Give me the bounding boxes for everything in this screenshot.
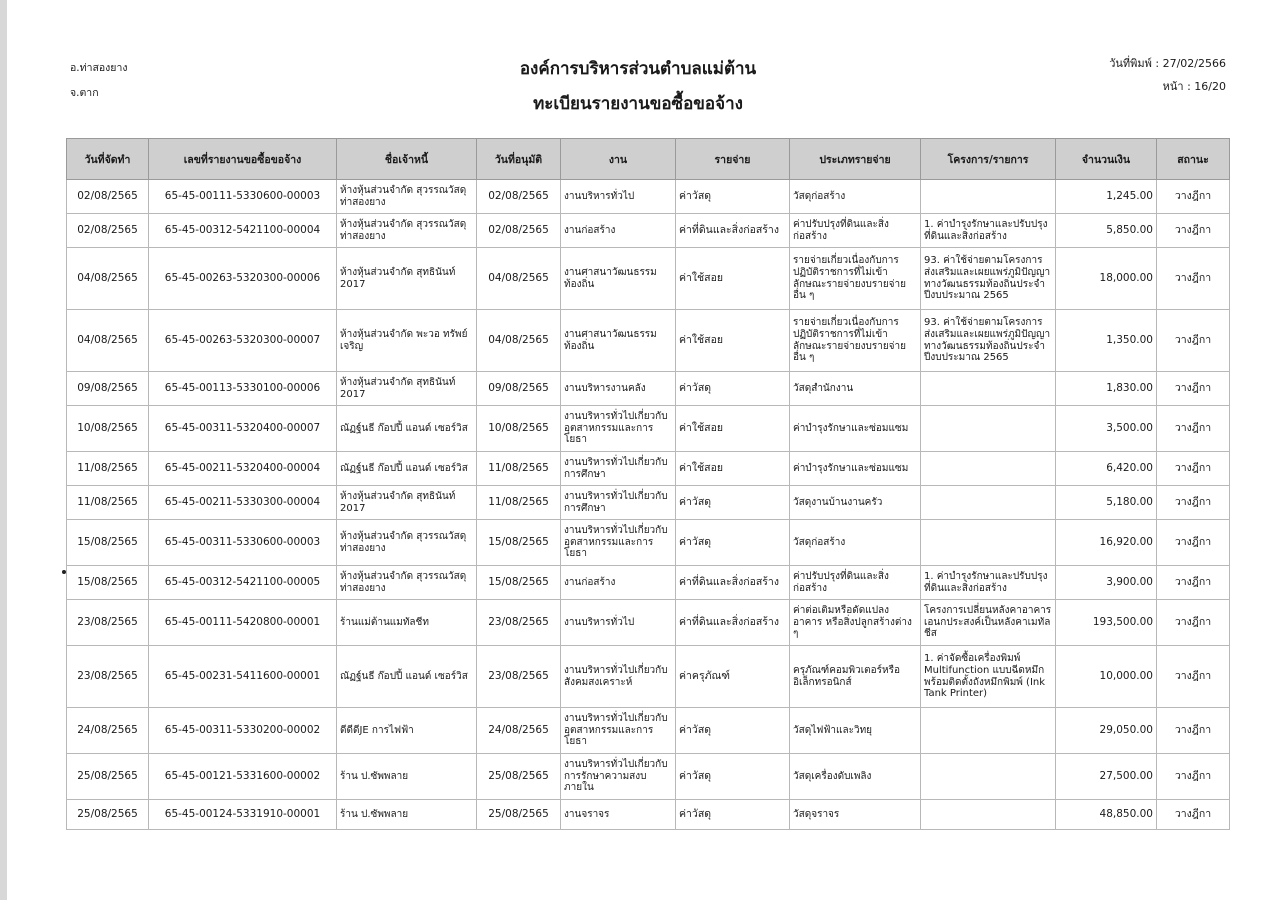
- cell-work: งานศาสนาวัฒนธรรมท้องถิ่น: [561, 248, 676, 310]
- cell-work: งานบริหารทั่วไป: [561, 180, 676, 214]
- cell-type: ครุภัณฑ์คอมพิวเตอร์หรืออิเล็กทรอนิกส์: [790, 646, 921, 708]
- cell-type: วัสดุไฟฟ้าและวิทยุ: [790, 708, 921, 754]
- cell-amount: 10,000.00: [1056, 646, 1157, 708]
- col-header-amount: จำนวนเงิน: [1056, 139, 1157, 180]
- cell-status: วางฎีกา: [1157, 646, 1230, 708]
- cell-type: ค่าบำรุงรักษาและซ่อมแซม: [790, 406, 921, 452]
- table-row: [67, 180, 1230, 214]
- cell-project: [921, 180, 1056, 214]
- cell-expense: ค่าใช้สอย: [676, 248, 790, 310]
- table-row: [67, 600, 1230, 646]
- cell-approved: 15/08/2565: [477, 566, 561, 600]
- procurement-register-table: [66, 138, 1230, 830]
- cell-approved: 10/08/2565: [477, 406, 561, 452]
- cell-status: วางฎีกา: [1157, 310, 1230, 372]
- cell-work: งานบริหารงานคลัง: [561, 372, 676, 406]
- cell-project: [921, 486, 1056, 520]
- cell-date: 02/08/2565: [67, 214, 149, 248]
- cell-vendor: ณัฏฐ์นธี ก๊อปปี้ แอนด์ เซอร์วิส: [337, 646, 477, 708]
- cell-vendor: ห้างหุ้นส่วนจำกัด พะวอ ทรัพย์เจริญ: [337, 310, 477, 372]
- report-title: ทะเบียนรายงานขอซื้อขอจ้าง: [533, 94, 743, 114]
- cell-vendor: ห้างหุ้นส่วนจำกัด สุวรรณวัสดุ ท่าสองยาง: [337, 180, 477, 214]
- cell-amount: 1,245.00: [1056, 180, 1157, 214]
- cell-type: ค่าบำรุงรักษาและซ่อมแซม: [790, 452, 921, 486]
- cell-date: 04/08/2565: [67, 310, 149, 372]
- cell-status: วางฎีกา: [1157, 248, 1230, 310]
- cell-type: รายจ่ายเกี่ยวเนื่องกับการปฏิบัติราชการที่ไม่เข้าลักษณะรายจ่ายงบรายจ่ายอื่น ๆ: [790, 248, 921, 310]
- cell-ref: 65-45-00124-5331910-00001: [149, 800, 337, 830]
- cell-vendor: ดีดีดีJE การไฟฟ้า: [337, 708, 477, 754]
- cell-status: วางฎีกา: [1157, 180, 1230, 214]
- col-header-vendor: ชื่อเจ้าหนี้: [337, 139, 477, 180]
- cell-type: ค่าต่อเติมหรือดัดแปลงอาคาร หรือสิ่งปลูกสร้างต่าง ๆ: [790, 600, 921, 646]
- cell-amount: 16,920.00: [1056, 520, 1157, 566]
- cell-vendor: ห้างหุ้นส่วนจำกัด สุทธินันท์ 2017: [337, 248, 477, 310]
- cell-vendor: ห้างหุ้นส่วนจำกัด สุวรรณวัสดุ ท่าสองยาง: [337, 520, 477, 566]
- cell-expense: ค่าที่ดินและสิ่งก่อสร้าง: [676, 566, 790, 600]
- cell-work: งานบริหารทั่วไปเกี่ยวกับการรักษาความสงบภายใน: [561, 754, 676, 800]
- cell-status: วางฎีกา: [1157, 754, 1230, 800]
- cell-status: วางฎีกา: [1157, 406, 1230, 452]
- cell-approved: 11/08/2565: [477, 486, 561, 520]
- cell-work: งานบริหารทั่วไปเกี่ยวกับอุตสาหกรรมและการโยธา: [561, 406, 676, 452]
- cell-project: โครงการเปลี่ยนหลังคาอาคารเอนกประสงค์เป็นหลังคาเมทัลชีส: [921, 600, 1056, 646]
- cell-work: งานศาสนาวัฒนธรรมท้องถิ่น: [561, 310, 676, 372]
- table-row: [67, 800, 1230, 830]
- cell-status: วางฎีกา: [1157, 452, 1230, 486]
- cell-approved: 02/08/2565: [477, 214, 561, 248]
- cell-ref: 65-45-00311-5320400-00007: [149, 406, 337, 452]
- cell-status: วางฎีกา: [1157, 566, 1230, 600]
- cell-project: 1. ค่าบำรุงรักษาและปรับปรุงที่ดินและสิ่งก่อสร้าง: [921, 214, 1056, 248]
- cell-vendor: ร้าน ป.ซัพพลาย: [337, 754, 477, 800]
- cell-project: 1. ค่าจัดซื้อเครื่องพิมพ์ Multifunction แบบฉีดหมึกพร้อมติดตั้งถังหมึกพิมพ์ (Ink Tank Printer): [921, 646, 1056, 708]
- cell-date: 09/08/2565: [67, 372, 149, 406]
- cell-approved: 23/08/2565: [477, 646, 561, 708]
- cell-project: [921, 800, 1056, 830]
- table-row: [67, 754, 1230, 800]
- cell-work: งานบริหารทั่วไป: [561, 600, 676, 646]
- cell-approved: 11/08/2565: [477, 452, 561, 486]
- cell-date: 04/08/2565: [67, 248, 149, 310]
- col-header-ref: เลขที่รายงานขอซื้อขอจ้าง: [149, 139, 337, 180]
- cell-approved: 09/08/2565: [477, 372, 561, 406]
- cell-status: วางฎีกา: [1157, 214, 1230, 248]
- cell-work: งานบริหารทั่วไปเกี่ยวกับการศึกษา: [561, 452, 676, 486]
- cell-type: รายจ่ายเกี่ยวเนื่องกับการปฏิบัติราชการที่ไม่เข้าลักษณะรายจ่ายงบรายจ่ายอื่น ๆ: [790, 310, 921, 372]
- cell-project: [921, 708, 1056, 754]
- print-date: วันที่พิมพ์ : 27/02/2566: [1109, 57, 1226, 70]
- cell-approved: 24/08/2565: [477, 708, 561, 754]
- cell-date: 10/08/2565: [67, 406, 149, 452]
- cell-project: [921, 520, 1056, 566]
- cell-approved: 04/08/2565: [477, 310, 561, 372]
- cell-project: [921, 372, 1056, 406]
- cell-expense: ค่าครุภัณฑ์: [676, 646, 790, 708]
- col-header-status: สถานะ: [1157, 139, 1230, 180]
- district-label: อ.ท่าสองยาง: [70, 62, 128, 74]
- cell-approved: 04/08/2565: [477, 248, 561, 310]
- cell-vendor: ห้างหุ้นส่วนจำกัด สุวรรณวัสดุ ท่าสองยาง: [337, 566, 477, 600]
- col-header-project: โครงการ/รายการ: [921, 139, 1056, 180]
- cell-type: วัสดุก่อสร้าง: [790, 180, 921, 214]
- cell-ref: 65-45-00113-5330100-00006: [149, 372, 337, 406]
- cell-type: วัสดุก่อสร้าง: [790, 520, 921, 566]
- table-row: [67, 520, 1230, 566]
- page-number: หน้า : 16/20: [1162, 80, 1226, 93]
- cell-amount: 5,850.00: [1056, 214, 1157, 248]
- province-label: จ.ตาก: [70, 87, 99, 99]
- cell-vendor: ร้าน ป.ซัพพลาย: [337, 800, 477, 830]
- table-row: [67, 452, 1230, 486]
- cell-project: [921, 754, 1056, 800]
- cell-vendor: ห้างหุ้นส่วนจำกัด สุทธินันท์ 2017: [337, 486, 477, 520]
- cell-expense: ค่าวัสดุ: [676, 708, 790, 754]
- cell-project: 93. ค่าใช้จ่ายตามโครงการส่งเสริมและเผยแพร่ภูมิปัญญาทางวัฒนธรรมท้องถิ่นประจำปีงบประมาณ 2565: [921, 310, 1056, 372]
- cell-work: งานบริหารทั่วไปเกี่ยวกับสังคมสงเคราะห์: [561, 646, 676, 708]
- cell-type: วัสดุเครื่องดับเพลิง: [790, 754, 921, 800]
- cell-approved: 02/08/2565: [477, 180, 561, 214]
- cell-ref: 65-45-00111-5420800-00001: [149, 600, 337, 646]
- cell-amount: 1,830.00: [1056, 372, 1157, 406]
- cell-expense: ค่าวัสดุ: [676, 520, 790, 566]
- cell-approved: 25/08/2565: [477, 754, 561, 800]
- table-row: [67, 646, 1230, 708]
- table-row: [67, 310, 1230, 372]
- cell-ref: 65-45-00231-5411600-00001: [149, 646, 337, 708]
- cell-ref: 65-45-00211-5330300-00004: [149, 486, 337, 520]
- cell-type: ค่าปรับปรุงที่ดินและสิ่งก่อสร้าง: [790, 566, 921, 600]
- cell-date: 23/08/2565: [67, 600, 149, 646]
- cell-amount: 1,350.00: [1056, 310, 1157, 372]
- cell-vendor: ห้างหุ้นส่วนจำกัด สุวรรณวัสดุ ท่าสองยาง: [337, 214, 477, 248]
- cell-type: ค่าปรับปรุงที่ดินและสิ่งก่อสร้าง: [790, 214, 921, 248]
- cell-type: วัสดุจราจร: [790, 800, 921, 830]
- table-row: [67, 486, 1230, 520]
- cell-project: [921, 452, 1056, 486]
- cell-status: วางฎีกา: [1157, 708, 1230, 754]
- cell-approved: 15/08/2565: [477, 520, 561, 566]
- cell-ref: 65-45-00211-5320400-00004: [149, 452, 337, 486]
- table-row: [67, 566, 1230, 600]
- cell-project: 93. ค่าใช้จ่ายตามโครงการส่งเสริมและเผยแพร่ภูมิปัญญาทางวัฒนธรรมท้องถิ่นประจำปีงบประมาณ 2565: [921, 248, 1056, 310]
- cell-approved: 23/08/2565: [477, 600, 561, 646]
- cell-date: 11/08/2565: [67, 486, 149, 520]
- cell-type: วัสดุงานบ้านงานครัว: [790, 486, 921, 520]
- cell-date: 24/08/2565: [67, 708, 149, 754]
- cell-status: วางฎีกา: [1157, 486, 1230, 520]
- cell-work: งานจราจร: [561, 800, 676, 830]
- cell-expense: ค่าใช้สอย: [676, 406, 790, 452]
- cell-amount: 5,180.00: [1056, 486, 1157, 520]
- cell-date: 11/08/2565: [67, 452, 149, 486]
- organization-name: องค์การบริหารส่วนตำบลแม่ต้าน: [519, 59, 757, 79]
- cell-project: 1. ค่าบำรุงรักษาและปรับปรุงที่ดินและสิ่งก่อสร้าง: [921, 566, 1056, 600]
- cell-amount: 18,000.00: [1056, 248, 1157, 310]
- cell-ref: 65-45-00312-5421100-00004: [149, 214, 337, 248]
- cell-date: 02/08/2565: [67, 180, 149, 214]
- cell-ref: 65-45-00311-5330600-00003: [149, 520, 337, 566]
- page-left-edge: [0, 0, 7, 900]
- cell-ref: 65-45-00311-5330200-00002: [149, 708, 337, 754]
- col-header-work: งาน: [561, 139, 676, 180]
- cell-type: วัสดุสำนักงาน: [790, 372, 921, 406]
- cell-date: 23/08/2565: [67, 646, 149, 708]
- cell-date: 15/08/2565: [67, 520, 149, 566]
- cell-status: วางฎีกา: [1157, 520, 1230, 566]
- cell-ref: 65-45-00263-5320300-00007: [149, 310, 337, 372]
- cell-expense: ค่าที่ดินและสิ่งก่อสร้าง: [676, 600, 790, 646]
- cell-work: งานก่อสร้าง: [561, 566, 676, 600]
- cell-expense: ค่าวัสดุ: [676, 372, 790, 406]
- cell-ref: 65-45-00121-5331600-00002: [149, 754, 337, 800]
- cell-amount: 29,050.00: [1056, 708, 1157, 754]
- cell-ref: 65-45-00263-5320300-00006: [149, 248, 337, 310]
- col-header-type: ประเภทรายจ่าย: [790, 139, 921, 180]
- cell-amount: 3,900.00: [1056, 566, 1157, 600]
- cell-amount: 48,850.00: [1056, 800, 1157, 830]
- cell-amount: 3,500.00: [1056, 406, 1157, 452]
- col-header-approved: วันที่อนุมัติ: [477, 139, 561, 180]
- cell-vendor: ห้างหุ้นส่วนจำกัด สุทธินันท์ 2017: [337, 372, 477, 406]
- cell-ref: 65-45-00312-5421100-00005: [149, 566, 337, 600]
- cell-work: งานบริหารทั่วไปเกี่ยวกับอุตสาหกรรมและการโยธา: [561, 708, 676, 754]
- cell-vendor: ณัฏฐ์นธี ก๊อปปี้ แอนด์ เซอร์วิส: [337, 406, 477, 452]
- table-header-row: [67, 139, 1230, 180]
- cell-date: 25/08/2565: [67, 754, 149, 800]
- cell-approved: 25/08/2565: [477, 800, 561, 830]
- col-header-expense: รายจ่าย: [676, 139, 790, 180]
- cell-status: วางฎีกา: [1157, 372, 1230, 406]
- table-row: [67, 214, 1230, 248]
- cell-work: งานบริหารทั่วไปเกี่ยวกับการศึกษา: [561, 486, 676, 520]
- cell-status: วางฎีกา: [1157, 800, 1230, 830]
- cell-expense: ค่าวัสดุ: [676, 180, 790, 214]
- table-row: [67, 372, 1230, 406]
- cell-date: 15/08/2565: [67, 566, 149, 600]
- cell-work: งานก่อสร้าง: [561, 214, 676, 248]
- cell-expense: ค่าวัสดุ: [676, 754, 790, 800]
- cell-expense: ค่าวัสดุ: [676, 800, 790, 830]
- cell-ref: 65-45-00111-5330600-00003: [149, 180, 337, 214]
- cell-amount: 6,420.00: [1056, 452, 1157, 486]
- cell-date: 25/08/2565: [67, 800, 149, 830]
- cell-expense: ค่าที่ดินและสิ่งก่อสร้าง: [676, 214, 790, 248]
- cell-expense: ค่าใช้สอย: [676, 452, 790, 486]
- cell-work: งานบริหารทั่วไปเกี่ยวกับอุตสาหกรรมและการโยธา: [561, 520, 676, 566]
- margin-dot: [62, 570, 66, 574]
- cell-expense: ค่าใช้สอย: [676, 310, 790, 372]
- cell-amount: 27,500.00: [1056, 754, 1157, 800]
- cell-status: วางฎีกา: [1157, 600, 1230, 646]
- table-row: [67, 248, 1230, 310]
- cell-vendor: ณัฏฐ์นธี ก๊อปปี้ แอนด์ เซอร์วิส: [337, 452, 477, 486]
- table-row: [67, 406, 1230, 452]
- col-header-date: วันที่จัดทำ: [67, 139, 149, 180]
- cell-amount: 193,500.00: [1056, 600, 1157, 646]
- cell-vendor: ร้านแม่ต้านแมทัลชีท: [337, 600, 477, 646]
- cell-project: [921, 406, 1056, 452]
- cell-expense: ค่าวัสดุ: [676, 486, 790, 520]
- table-row: [67, 708, 1230, 754]
